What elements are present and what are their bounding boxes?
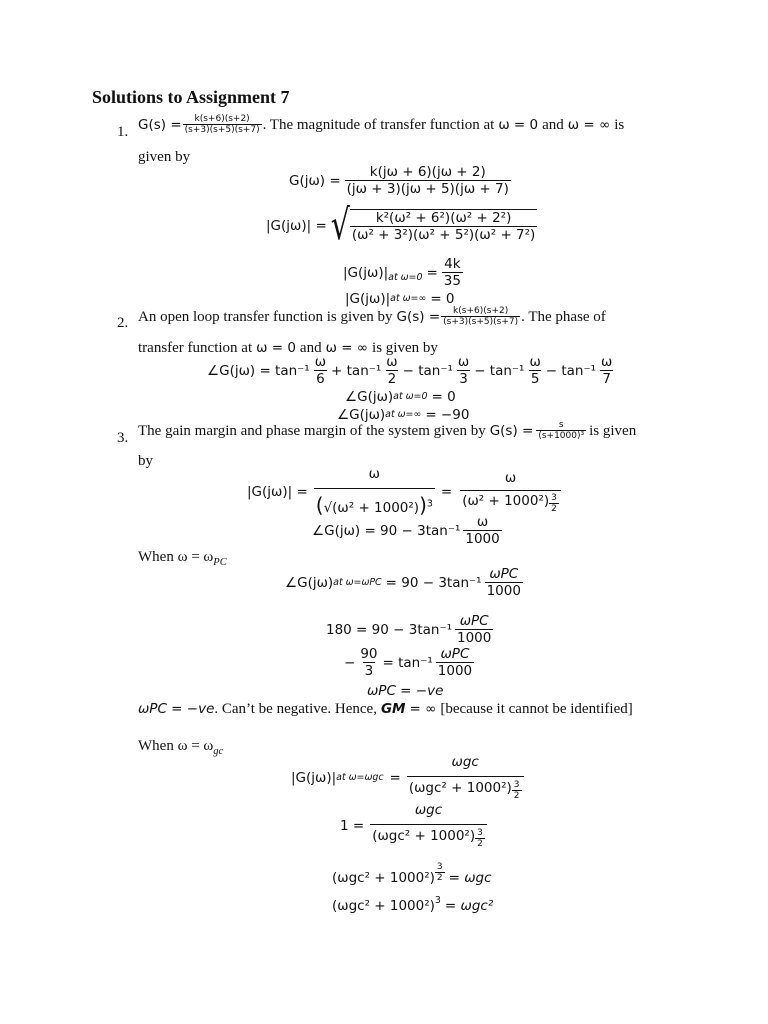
q2-statement-2: transfer function at ω = 0 and ω = ∞ is given by bbox=[138, 340, 438, 356]
q3-statement: The gain margin and phase margin of the system given by G(s) = $\frac{s}{\text{(s+1000)³}}$ is given bbox=[138, 420, 637, 441]
q1-number: 1. bbox=[117, 124, 129, 140]
q3-eq-gc-power: (ωgc² + 1000²) $\frac{3}{2}$ = ωgc bbox=[332, 861, 492, 886]
q1-eq-at-zero: |G(jω)| at ω=0 = $\frac{4k}{35}$ bbox=[343, 256, 461, 289]
q3-eq-gc-one: 1 = ωgc (ωgc² + 1000²) $\frac{3}{2}$ bbox=[340, 802, 487, 849]
q3-text-by: by bbox=[138, 453, 153, 469]
q1-eq-magnitude: |G(jω)| = √ $\frac{\text{k²(ω² + 6²)(ω² + 2²)}}{\text{(ω² + 3²)(ω² + 5²)(ω² + 7²)}}$ bbox=[266, 201, 536, 250]
q3-eq-phase: ∠G(jω) = 90 − 3tan⁻¹ $\frac{\omega}{1000}$ bbox=[312, 514, 500, 547]
q2-eq-phase: ∠G(jω) = tan⁻¹ $\frac{\omega}{6}$ + tan⁻¹ $\frac{\omega}{2}$ − tan⁻¹ $\frac{\omega}{3}$ − tan⁻¹ $\frac{\omega}{5}$ − tan⁻¹ $\frac{\omega}{7}$ bbox=[207, 354, 613, 387]
q3-number: 3. bbox=[117, 430, 129, 446]
q3-eq-180: 180 = 90 − 3tan⁻¹ $\frac{\text{ωPC}}{1000}$ bbox=[326, 613, 492, 646]
q3-eq-gc-magnitude: |G(jω)| at ω=ωgc = ωgc (ωgc² + 1000²) $\frac{3}{2}$ bbox=[291, 754, 524, 801]
q3-eq-magnitude: |G(jω)| = $\frac{\omega}{(√(\omega^2 + 1000^2))^3}$ = ω (ω² + 1000²) $\frac{3}{2}$ bbox=[247, 466, 561, 517]
page-title: Solutions to Assignment 7 bbox=[92, 87, 290, 107]
q2-statement: An open loop transfer function is given by G(s) = $\frac{k(s+6)(s+2)}{(s+3)(s+5)(s+7)}$ . The phase of bbox=[138, 306, 606, 327]
q1-eq-gjw: G(jω) = $\frac{k(j\omega + 6)(j\omega + 2)}{(j\omega + 3)(j\omega + 5)(j\omega + 7)}$ bbox=[289, 164, 509, 197]
q3-eq-gc-cubed: (ωgc² + 1000²) 3 = ωgc² bbox=[332, 895, 494, 914]
q3-conclusion: ωPC = −ve . Can’t be negative. Hence, GM = ∞ [because it cannot be identified] bbox=[138, 701, 633, 717]
q2-number: 2. bbox=[117, 315, 129, 331]
q1-gs-lhs: G(s) = bbox=[138, 116, 182, 133]
q1-text-b: given by bbox=[138, 149, 191, 165]
q1-text-a: . The magnitude of transfer function at bbox=[262, 116, 495, 133]
sqrt-symbol: √ bbox=[330, 201, 350, 250]
q2-eq-phase-zero: ∠G(jω) at ω=0 = 0 bbox=[345, 389, 456, 405]
q1-statement: G(s) = $\frac{k(s+6)(s+2)}{(s+3)(s+5)(s+7)}$ . The magnitude of transfer function at ω = 0 and ω = ∞ is bbox=[138, 114, 625, 135]
q3-eq-wpc-ve: ωPC = −ve bbox=[367, 683, 444, 699]
q3-when-gc: When $\omega = \omega_{gc}$ bbox=[138, 738, 224, 757]
q1-gs-fraction: $\frac{k(s+6)(s+2)}{(s+3)(s+5)(s+7)}$ bbox=[184, 114, 260, 135]
q1-eq-at-infinity: |G(jω)| at ω=∞ = 0 bbox=[345, 291, 455, 307]
q2-eq-phase-infinity: ∠G(jω) at ω=∞ = −90 bbox=[337, 407, 470, 423]
q3-eq-90-3: − $\frac{90}{3}$ = tan⁻¹ $\frac{\text{ωPC}}{1000}$ bbox=[344, 646, 473, 679]
q3-eq-phase-pc: ∠G(jω) at ω=ωPC = 90 − 3tan⁻¹ $\frac{\text{ωPC}}{1000}$ bbox=[285, 566, 521, 599]
q3-when-pc: When $\omega = \omega_{PC}$ bbox=[138, 549, 227, 568]
